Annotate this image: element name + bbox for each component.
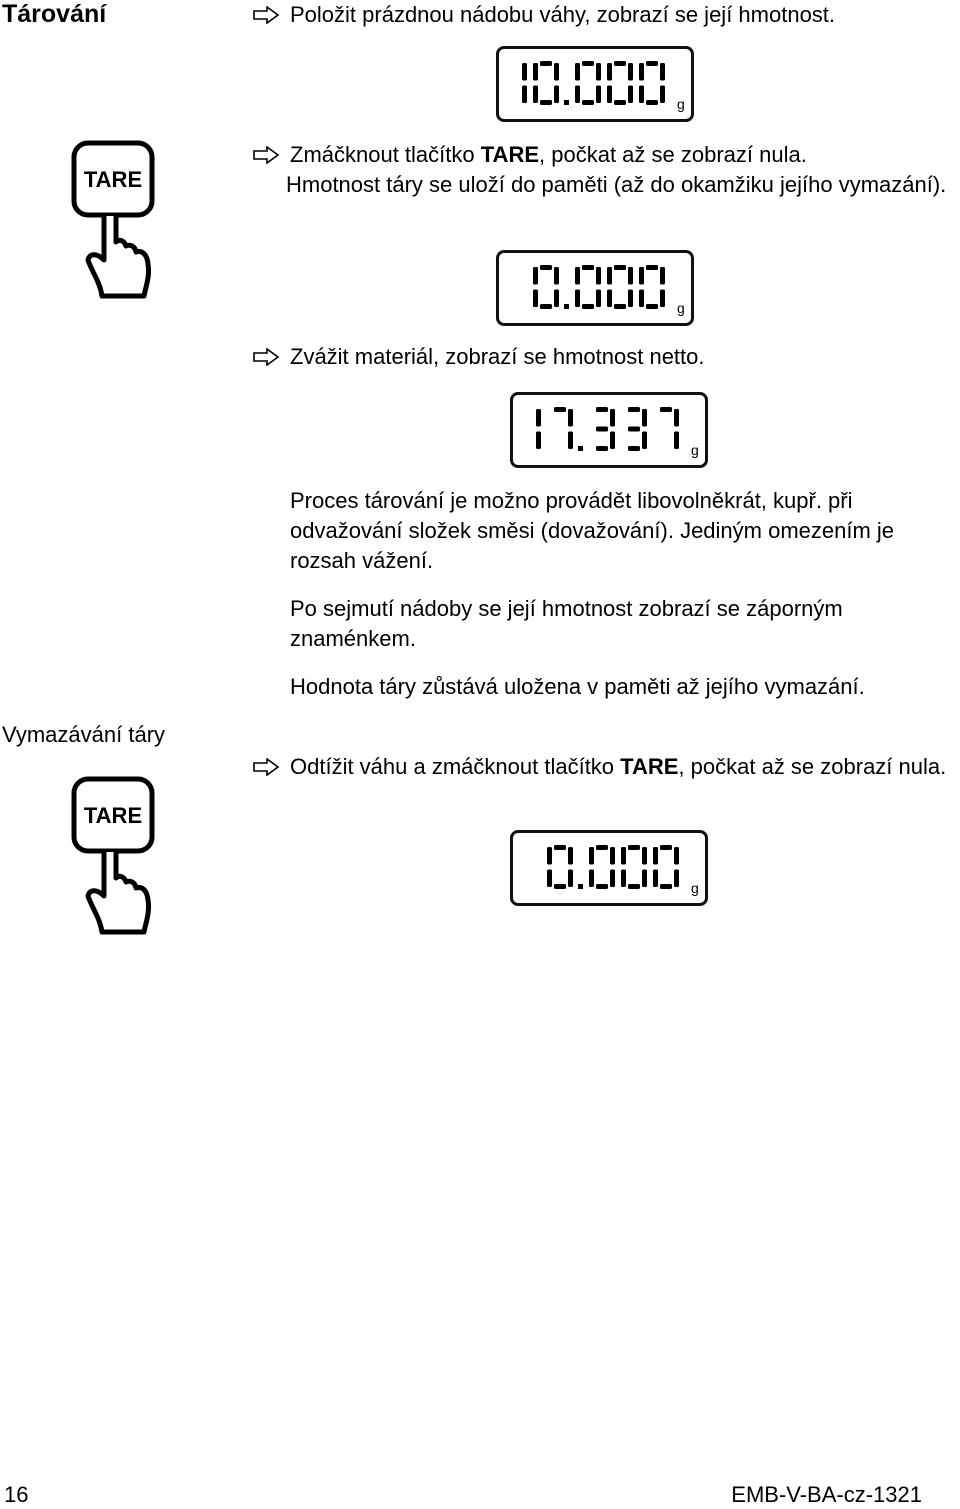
lcd-segment [582, 304, 594, 309]
lcd-segment [596, 267, 601, 285]
lcd-segment [554, 290, 559, 308]
lcd-segment [540, 304, 552, 309]
lcd-segment [642, 432, 647, 450]
lcd-segment [628, 884, 640, 889]
section-heading-tarovani: Tárování [2, 0, 107, 28]
lcd-segment [610, 870, 615, 888]
lcd-segment [575, 86, 580, 104]
lcd-unit: g [691, 880, 699, 896]
lcd-segment [628, 63, 633, 81]
lcd-segment [589, 847, 594, 865]
lcd-segment [653, 847, 658, 865]
lcd-segment [639, 86, 644, 104]
tare-hand-icon [68, 140, 168, 300]
lcd-segment [533, 290, 538, 308]
scale-display [510, 830, 708, 906]
lcd-segment [628, 427, 640, 432]
tare-button[interactable] [68, 776, 168, 936]
lcd-decimal-point [564, 304, 569, 309]
step-text-line2: Hmotnost táry se uloží do paměti (až do okamžiku jejího vymazání). [286, 172, 947, 197]
lcd-segment [554, 407, 566, 412]
lcd-segment [674, 432, 679, 450]
lcd-segment [621, 870, 626, 888]
lcd-segment [607, 267, 612, 285]
lcd-digits [499, 49, 691, 119]
lcd-segment [540, 100, 552, 105]
lcd-segment [674, 847, 679, 865]
lcd-segment [628, 407, 640, 412]
lcd-segment [554, 884, 566, 889]
lcd-segment [533, 86, 538, 104]
lcd-segment [646, 61, 658, 66]
tare-button-label: TARE [83, 803, 143, 828]
lcd-segment [582, 265, 594, 270]
lcd-segment [582, 100, 594, 105]
lcd-segment [610, 847, 615, 865]
lcd-segment [596, 407, 608, 412]
lcd-segment [582, 61, 594, 66]
lcd-decimal-point [578, 884, 583, 889]
arrow-right-icon [252, 348, 280, 366]
lcd-segment [621, 847, 626, 865]
lcd-segment [642, 409, 647, 427]
lcd-decimal-point [578, 446, 583, 451]
scale-display [496, 250, 694, 326]
lcd-segment [547, 847, 552, 865]
lcd-segment [628, 290, 633, 308]
lcd-segment [554, 63, 559, 81]
lcd-segment [646, 265, 658, 270]
lcd-segment [554, 845, 566, 850]
lcd-digits [513, 395, 705, 465]
section-heading-vymazavani: Vymazávání táry [2, 722, 166, 747]
lcd-digits [499, 253, 691, 323]
lcd-decimal-point [564, 100, 569, 105]
lcd-segment [674, 409, 679, 427]
document-code: EMB-V-BA-cz-1321 [731, 1482, 922, 1507]
lcd-segment [628, 267, 633, 285]
lcd-segment [660, 267, 665, 285]
lcd-segment [660, 407, 672, 412]
step-text: Položit prázdnou nádobu váhy, zobrazí se její hmotnost. [290, 2, 836, 27]
lcd-segment [575, 290, 580, 308]
tare-button[interactable] [68, 140, 168, 300]
lcd-segment [568, 409, 573, 427]
page-number: 16 [4, 1482, 29, 1507]
arrow-right-icon [252, 758, 280, 776]
lcd-segment [628, 86, 633, 104]
lcd-segment [536, 432, 541, 450]
lcd-segment [642, 847, 647, 865]
lcd-segment [596, 86, 601, 104]
arrow-right-icon [252, 6, 280, 24]
lcd-segment [568, 432, 573, 450]
lcd-segment [607, 86, 612, 104]
lcd-segment [575, 63, 580, 81]
lcd-segment [596, 884, 608, 889]
lcd-segment [660, 63, 665, 81]
scale-display [510, 392, 708, 468]
lcd-segment [660, 884, 672, 889]
lcd-segment [596, 845, 608, 850]
step-text-pre: Zmáčknout tlačítko [290, 142, 481, 167]
lcd-segment [607, 63, 612, 81]
lcd-segment [639, 290, 644, 308]
lcd-segment [533, 267, 538, 285]
arrow-right-icon [252, 146, 280, 164]
info-paragraph: Proces tárování je možno provádět libovolněkrát, kupř. při odvažování složek směsi (dovažování). Jediným omezením je rozsah vážení. [290, 488, 895, 573]
lcd-segment [614, 304, 626, 309]
lcd-segment [522, 86, 527, 104]
lcd-segment [554, 86, 559, 104]
lcd-segment [674, 870, 679, 888]
lcd-digits [513, 833, 705, 903]
step-text [290, 752, 960, 782]
lcd-segment [628, 845, 640, 850]
lcd-segment [568, 870, 573, 888]
lcd-segment [540, 265, 552, 270]
step-text [286, 140, 960, 200]
scale-display [496, 46, 694, 122]
lcd-segment [589, 870, 594, 888]
lcd-segment [653, 870, 658, 888]
step-text-tare: TARE [480, 142, 540, 167]
lcd-segment [660, 290, 665, 308]
lcd-segment [628, 446, 640, 451]
lcd-segment [596, 446, 608, 451]
lcd-segment [540, 61, 552, 66]
info-paragraph: Po sejmutí nádoby se její hmotnost zobrazí se záporným znaménkem. [290, 596, 843, 651]
lcd-segment [596, 427, 608, 432]
step-text-post: , počkat až se zobrazí nula. [539, 142, 807, 167]
tare-hand-icon [68, 776, 168, 936]
lcd-segment [639, 267, 644, 285]
lcd-segment [522, 63, 527, 81]
lcd-segment [596, 63, 601, 81]
lcd-segment [614, 265, 626, 270]
step-text: Zvážit materiál, zobrazí se hmotnost netto. [290, 344, 705, 369]
lcd-segment [646, 304, 658, 309]
lcd-unit: g [677, 300, 685, 316]
lcd-segment [610, 409, 615, 427]
lcd-segment [639, 63, 644, 81]
lcd-segment [646, 100, 658, 105]
lcd-segment [536, 409, 541, 427]
lcd-segment [610, 432, 615, 450]
lcd-unit: g [677, 96, 685, 112]
lcd-segment [614, 61, 626, 66]
step-text-pre: Odtížit váhu a zmáčknout tlačítko [290, 754, 621, 779]
lcd-segment [607, 290, 612, 308]
lcd-segment [614, 100, 626, 105]
lcd-unit: g [691, 442, 699, 458]
lcd-segment [575, 267, 580, 285]
step-text-post: , počkat až se zobrazí nula. [678, 754, 947, 779]
lcd-segment [642, 870, 647, 888]
lcd-segment [554, 267, 559, 285]
info-paragraph: Hodnota táry zůstává uložena v paměti až jejího vymazání. [290, 674, 865, 699]
lcd-segment [660, 86, 665, 104]
lcd-segment [547, 870, 552, 888]
lcd-segment [568, 847, 573, 865]
lcd-segment [596, 290, 601, 308]
lcd-segment [660, 845, 672, 850]
lcd-segment [533, 63, 538, 81]
step-text-tare: TARE [620, 754, 679, 779]
tare-button-label: TARE [83, 167, 143, 192]
